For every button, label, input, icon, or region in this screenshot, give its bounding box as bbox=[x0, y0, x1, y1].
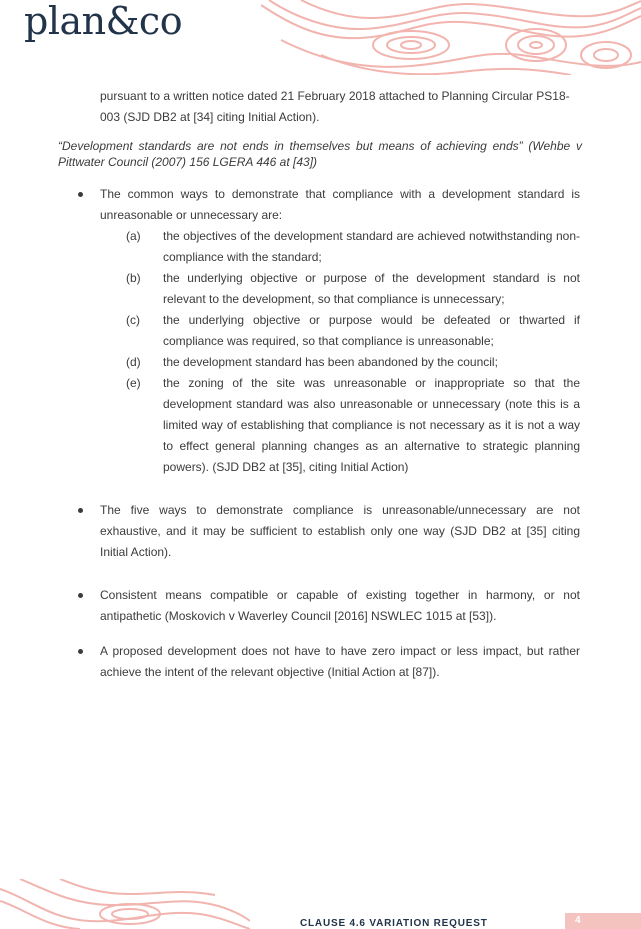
sub-item-label: (b) bbox=[126, 271, 141, 285]
sub-item bbox=[126, 226, 580, 268]
bullet-dot-icon bbox=[78, 508, 83, 513]
bullet-item bbox=[100, 184, 580, 478]
intro-paragraph: pursuant to a written notice dated 21 February 2018 attached to Planning Circular PS18-003 (SJD DB2 at [34] citing Initial Action). bbox=[100, 89, 570, 124]
footer-title: CLAUSE 4.6 VARIATION REQUEST bbox=[300, 918, 488, 929]
company-logo: plan&co bbox=[24, 0, 183, 43]
bullet-text: The common ways to demonstrate that compliance with a development standard is unreasonable or unnecessary are: bbox=[100, 187, 580, 222]
page-number: 4 bbox=[565, 913, 641, 929]
bullet-text: The five ways to demonstrate compliance is unreasonable/unnecessary are not exhaustive, and it may be sufficient to establish only one way (SJD DB2 at [35] citing Initial Action). bbox=[100, 503, 580, 559]
bullet-list bbox=[0, 184, 641, 683]
sub-item bbox=[126, 373, 580, 478]
bullet-item bbox=[100, 585, 580, 627]
sub-item bbox=[126, 310, 580, 352]
sub-item bbox=[126, 268, 580, 310]
bullet-item bbox=[100, 500, 580, 563]
bullet-item bbox=[100, 641, 580, 683]
bullet-text: Consistent means compatible or capable of existing together in harmony, or not antipathetic (Moskovich v Waverley Council [2016] NSWLEC 1015 at [53]). bbox=[100, 588, 580, 623]
document-body bbox=[0, 86, 641, 683]
topographic-decoration bbox=[261, 0, 641, 75]
bullet-dot-icon bbox=[78, 649, 83, 654]
bullet-text: A proposed development does not have to have zero impact or less impact, but rather achieve the intent of the relevant objective (Initial Action at [87]). bbox=[100, 644, 580, 679]
topographic-decoration bbox=[0, 879, 250, 929]
sub-item bbox=[126, 352, 580, 373]
bullet-dot-icon bbox=[78, 192, 83, 197]
sub-item-text: the underlying objective or purpose would be defeated or thwarted if compliance was required, so that compliance is unreasonable; bbox=[163, 313, 580, 348]
case-quote: “Development standards are not ends in themselves but means of achieving ends” (Wehbe v Pittwater Council (2007) 156 LGERA 446 at [43]) bbox=[58, 139, 582, 169]
sub-item-text: the underlying objective or purpose of the development standard is not relevant to the development, so that compliance is unnecessary; bbox=[163, 271, 580, 306]
sub-item-label: (c) bbox=[126, 313, 140, 327]
sub-item-text: the zoning of the site was unreasonable or inappropriate so that the development standard was also unreasonable or unnecessary (note this is a limited way of establishing that compliance is not necessary as it is not a way to effect general planning changes as an alternative to strategic planning powers). (SJD DB2 at [35], citing Initial Action) bbox=[163, 376, 580, 474]
sub-item-text: the objectives of the development standard are achieved notwithstanding non-compliance with the standard; bbox=[163, 229, 580, 264]
sub-item-text: the development standard has been abandoned by the council; bbox=[163, 355, 498, 369]
sub-item-label: (a) bbox=[126, 229, 141, 243]
bullet-dot-icon bbox=[78, 593, 83, 598]
sub-item-label: (e) bbox=[126, 376, 141, 390]
sub-item-label: (d) bbox=[126, 355, 141, 369]
